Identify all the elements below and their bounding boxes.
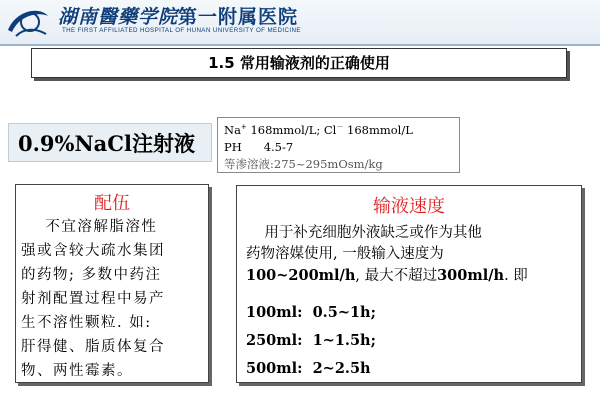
rate-line: 100~200ml/h, 最大不超过300ml/h. 即 [246,267,528,284]
compatibility-text [21,215,201,383]
hospital-header [0,0,600,44]
rate-line: 药物溶媒使用, 一般输入速度为 [246,246,444,262]
ph-row: PH 4.5-7 [224,140,294,154]
infusion-rate-heading: 输液速度 [373,196,445,217]
compat-line: 生不溶性颗粒. 如: [21,315,152,331]
hospital-name-english: THE FIRST AFFILIATED HOSPITAL OF HUNAN UNIVERSITY OF MEDICINE [62,27,301,34]
rate-line: 用于补充细胞外液缺乏或作为其他 [246,225,482,241]
rate-row-500ml: 500ml: 2~2.5h [246,360,371,377]
compat-line: 强或含较大疏水集团 [21,243,165,259]
compat-line: 物、两性霉素。 [21,363,133,379]
hospital-name: 湖南醫藥学院第一附属医院 [58,6,299,28]
compatibility-box [15,184,209,383]
compat-line: 不宜溶解脂溶性 [21,219,158,235]
infusion-rate-box [236,185,582,383]
header-divider [0,44,600,46]
compat-line: 的药物; 多数中药注 [21,267,162,283]
compat-line: 肝得健、脂质体复合 [21,339,165,355]
drug-name-box [8,123,212,162]
infusion-rate-text [246,223,578,287]
hospital-logo-icon [6,2,50,42]
drug-name: 0.9%NaCl注射液 [18,131,195,156]
compat-line: 射剂配置过程中易产 [21,291,165,307]
title-box [31,48,567,78]
rate-row-250ml: 250ml: 1~1.5h; [246,332,376,349]
osmolality-row: 等渗溶液:275~295mOsm/kg [224,157,383,171]
drug-properties-box [217,117,460,173]
compatibility-heading: 配伍 [94,193,130,214]
slide-title: 1.5 常用输液剂的正确使用 [208,54,390,72]
electrolyte-row: Na+ 168mmol/L; Cl－ 168mmol/L [224,123,413,137]
rate-row-100ml: 100ml: 0.5~1h; [246,304,376,321]
